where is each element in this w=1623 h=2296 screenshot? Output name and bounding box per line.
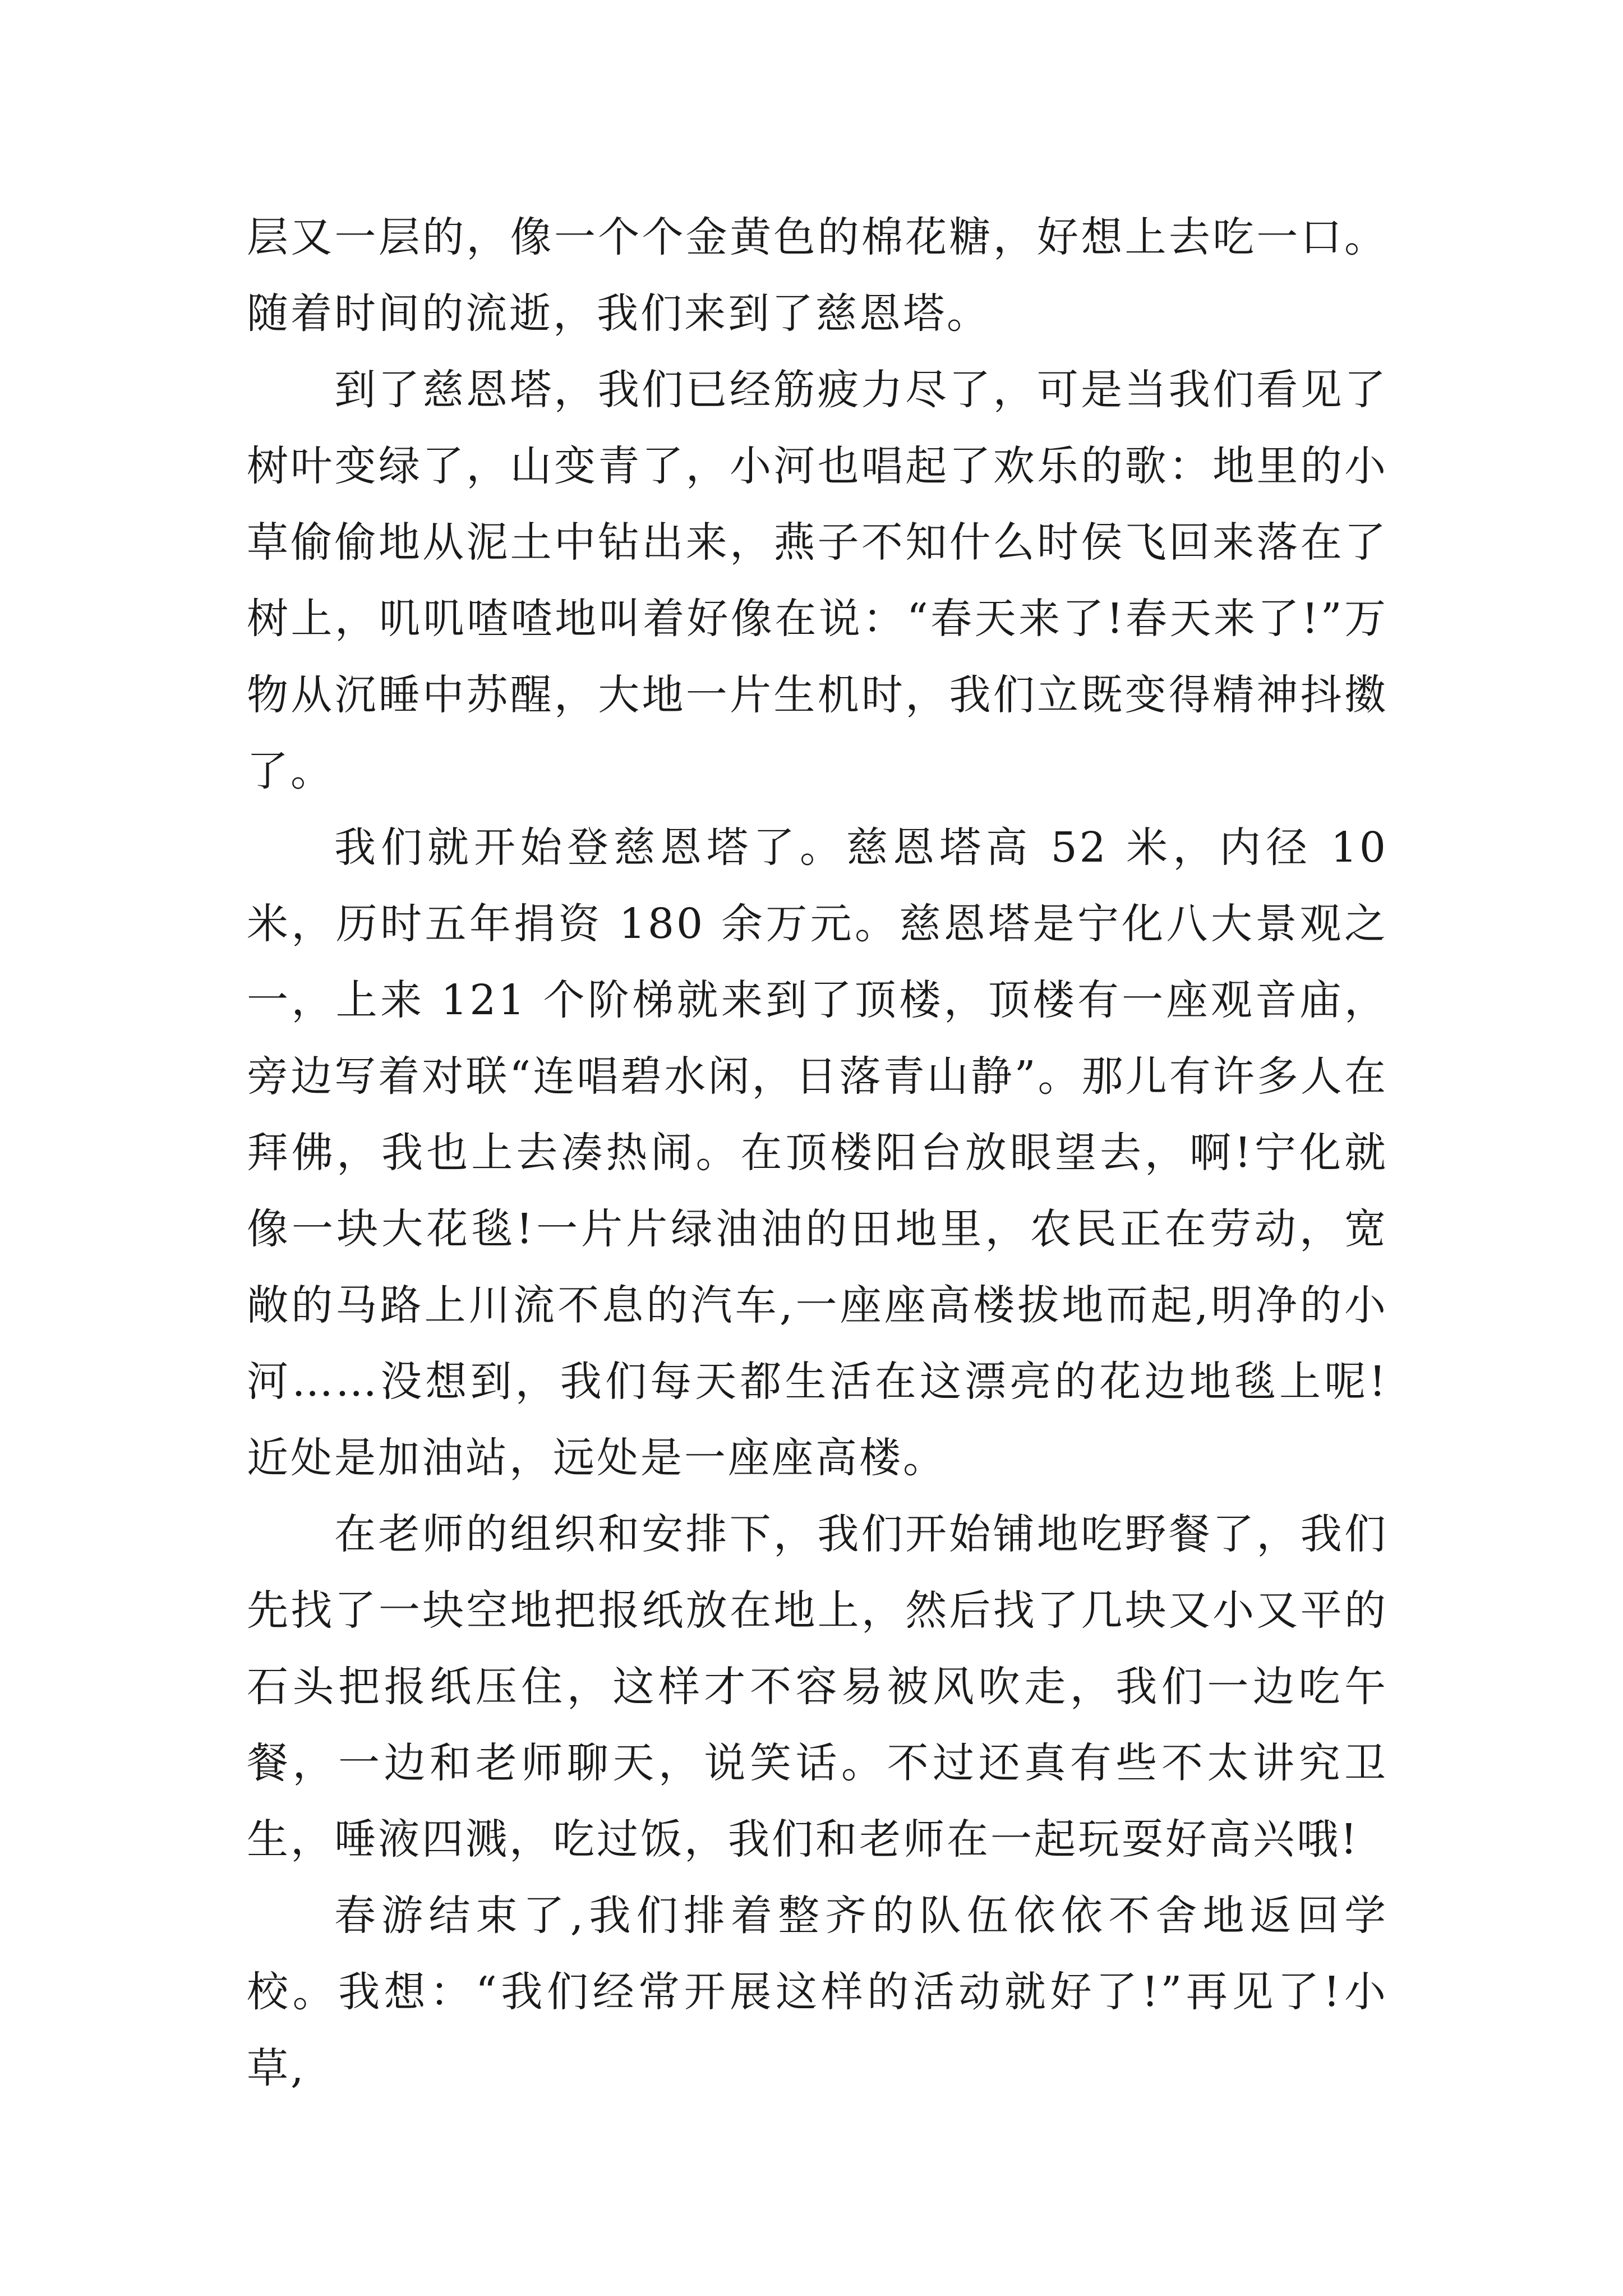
paragraph-5: 春游结束了,我们排着整齐的队伍依依不舍地返回学校。我想：“我们经常开展这样的活动就好了!”再见了!小草,: [247, 1892, 1388, 2092]
essay-body: [247, 199, 1388, 2106]
paragraph-4: 在老师的组织和安排下，我们开始铺地吃野餐了，我们先找了一块空地把报纸放在地上，然后找了几块又小又平的石头把报纸压住，这样才不容易被风吹走，我们一边吃午餐，一边和老师聊天，说笑话。不过还真有些不太讲究卫生，唾液四溅，吃过饭，我们和老师在一起玩耍好高兴哦!: [247, 1510, 1388, 1864]
paragraph-3: 我们就开始登慈恩塔了。慈恩塔高 52 米，内径 10 米，历时五年捐资 180 余万元。慈恩塔是宁化八大景观之一，上来 121 个阶梯就来到了顶楼，顶楼有一座观音庙，旁边写着对联“连唱碧水闲，日落青山静”。那儿有许多人在拜佛，我也上去凑热闹。在顶楼阳台放眼望去，啊!宁化就像一块大花毯!一片片绿油油的田地里，农民正在劳动，宽敞的马路上川流不息的汽车,一座座高楼拔地而起,明净的小河……没想到，我们每天都生活在这漂亮的花边地毯上呢!近处是加油站，远处是一座座高楼。: [247, 823, 1388, 1482]
paragraph-1: 层又一层的，像一个个金黄色的棉花糖，好想上去吃一口。随着时间的流逝，我们来到了慈恩塔。: [247, 213, 1388, 338]
paragraph-2: 到了慈恩塔，我们已经筋疲力尽了，可是当我们看见了树叶变绿了，山变青了，小河也唱起了欢乐的歌：地里的小草偷偷地从泥土中钻出来，燕子不知什么时侯飞回来落在了树上，叽叽喳喳地叫着好像在说：“春天来了!春天来了!”万物从沉睡中苏醒，大地一片生机时，我们立既变得精神抖擞了。: [247, 366, 1388, 795]
